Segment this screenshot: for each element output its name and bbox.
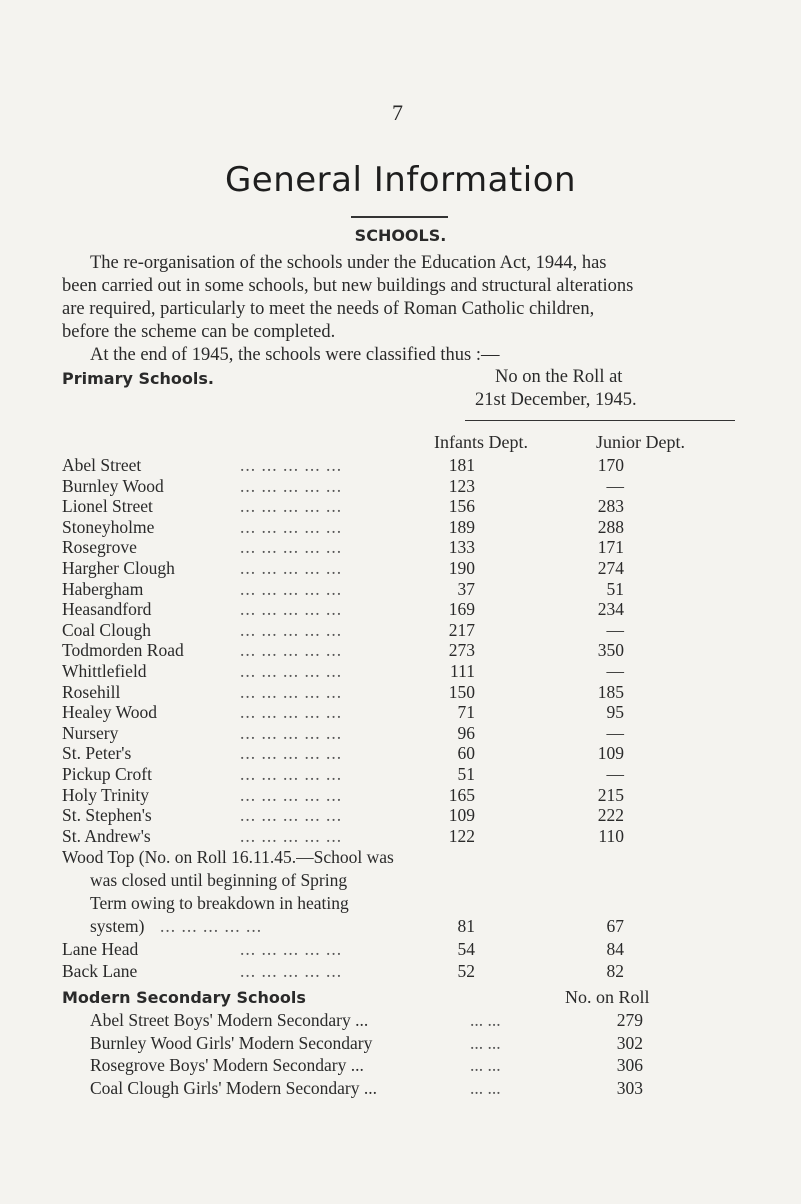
junior-count: —: [606, 619, 624, 640]
infants-count: 133: [448, 537, 475, 558]
leader-dots: ... ... ... ... ...: [240, 496, 343, 517]
leader-dots: ... ... ... ... ...: [160, 916, 263, 936]
infants-count: 122: [448, 825, 475, 846]
school-name: Coal Clough Girls' Modern Secondary ...: [90, 1077, 378, 1098]
leader-dots: ... ...: [470, 1010, 501, 1030]
table-row: [0, 702, 801, 724]
infants-count: 273: [448, 640, 475, 661]
leader-dots: ... ... ... ... ...: [240, 599, 343, 620]
junior-count: 171: [597, 537, 624, 558]
leader-dots: ... ... ... ... ...: [240, 516, 343, 537]
page-number: 7: [392, 100, 403, 125]
school-name: Pickup Croft: [62, 764, 152, 784]
table-row: [0, 743, 801, 765]
junior-count: —: [606, 764, 624, 784]
junior-count: 170: [597, 455, 624, 475]
table-row: [0, 805, 801, 827]
leader-dots: ... ... ... ... ...: [240, 960, 343, 981]
infants-count: 190: [448, 558, 475, 578]
school-name: Rosegrove: [62, 537, 137, 558]
school-name: Healey Wood: [62, 702, 157, 723]
leader-dots: ... ... ... ... ...: [240, 681, 343, 702]
school-name: Hargher Clough: [62, 558, 175, 578]
school-name: St. Peter's: [62, 743, 132, 764]
junior-count: 95: [606, 702, 624, 723]
leader-dots: ... ... ... ... ...: [240, 455, 343, 475]
junior-count: 109: [597, 743, 624, 764]
table-row: [0, 826, 801, 848]
col-infants: Infants Dept.: [434, 432, 528, 452]
table-row: [0, 537, 801, 559]
table-row: [0, 620, 801, 642]
infants-count: 37: [457, 578, 475, 599]
table-row: [0, 476, 801, 498]
table-row: [0, 764, 801, 786]
table-row: [0, 682, 801, 704]
wood-top-line-2: was closed until beginning of Spring: [90, 870, 348, 890]
leader-dots: ... ... ... ... ...: [240, 939, 343, 959]
junior-count: 84: [606, 939, 624, 959]
leader-dots: ... ...: [470, 1077, 501, 1098]
junior-count: 185: [597, 681, 624, 702]
title-underline: [351, 216, 448, 218]
table-row: [0, 785, 801, 807]
wood-top-line-1: Wood Top (No. on Roll 16.11.45.—School was: [62, 847, 394, 867]
roll-count: 302: [616, 1032, 643, 1053]
table-row: [0, 558, 801, 580]
leader-dots: ... ... ... ... ...: [240, 764, 343, 784]
infants-count: 52: [457, 960, 475, 981]
leader-dots: ... ...: [470, 1055, 501, 1075]
table-row: [0, 961, 801, 983]
leader-dots: ... ... ... ... ...: [240, 537, 343, 558]
infants-count: 54: [457, 939, 475, 959]
table-row: [0, 661, 801, 683]
table-row: [0, 599, 801, 621]
infants-count: 150: [448, 681, 475, 702]
col-no-on-roll: No. on Roll: [565, 987, 650, 1007]
infants-count: 51: [457, 764, 475, 784]
school-name: Rosehill: [62, 681, 121, 702]
junior-count: 82: [606, 960, 624, 981]
table-row: [0, 916, 801, 938]
leader-dots: ... ... ... ... ...: [240, 784, 343, 805]
leader-dots: ... ... ... ... ...: [240, 805, 343, 826]
roll-count: 279: [616, 1010, 643, 1030]
school-name: Back Lane: [62, 960, 138, 981]
infants-count: 217: [448, 619, 475, 640]
roll-count: 303: [616, 1077, 643, 1098]
roll-heading-2: 21st December, 1945.: [475, 390, 637, 410]
junior-count: —: [606, 722, 624, 743]
school-name: Abel Street Boys' Modern Secondary ...: [90, 1010, 369, 1030]
section-heading: SCHOOLS.: [354, 226, 447, 245]
leader-dots: ... ... ... ... ...: [240, 722, 343, 743]
junior-count: 215: [597, 784, 624, 805]
leader-dots: ... ... ... ... ...: [240, 702, 343, 723]
table-row: [0, 939, 801, 961]
table-row: [0, 517, 801, 539]
leader-dots: ... ... ... ... ...: [240, 558, 343, 578]
infants-count: 60: [457, 743, 475, 764]
junior-count: —: [606, 475, 624, 496]
junior-count: —: [606, 661, 624, 681]
leader-dots: ... ... ... ... ...: [240, 743, 343, 764]
junior-count: 274: [597, 558, 624, 578]
table-row: [0, 723, 801, 745]
school-name: Lionel Street: [62, 496, 153, 517]
junior-count: 51: [606, 578, 624, 599]
table-row: [0, 455, 801, 477]
infants-count: 156: [448, 496, 475, 517]
school-name: Stoneyholme: [62, 516, 155, 537]
page-title: General Information: [224, 160, 577, 200]
infants-count: 111: [450, 661, 475, 681]
table-row: [0, 1033, 801, 1055]
infants-count: 181: [448, 455, 475, 475]
leader-dots: ... ... ... ... ...: [240, 661, 343, 681]
infants-count: 109: [448, 805, 475, 826]
school-name: Nursery: [62, 722, 119, 743]
junior-count: 350: [597, 640, 624, 661]
school-name: Holy Trinity: [62, 784, 150, 805]
school-name: Burnley Wood: [62, 475, 164, 496]
infants-count: 189: [448, 516, 475, 537]
classified-line: At the end of 1945, the schools were classified thus :—: [90, 345, 500, 365]
junior-count: 110: [598, 825, 624, 846]
leader-dots: ... ... ... ... ...: [240, 640, 343, 661]
junior-count: 234: [597, 599, 624, 620]
table-row: [0, 579, 801, 601]
school-name: system): [90, 916, 145, 936]
junior-count: 222: [597, 805, 624, 826]
roll-count: 306: [616, 1055, 643, 1075]
school-name: Todmorden Road: [62, 640, 184, 661]
table-row: [0, 1078, 801, 1100]
intro-line-3: are required, particularly to meet the needs of Roman Catholic children,: [62, 299, 595, 319]
infants-count: 123: [448, 475, 475, 496]
modern-heading: Modern Secondary Schools: [62, 988, 306, 1007]
junior-count: 67: [606, 916, 624, 936]
infants-count: 81: [457, 916, 475, 936]
infants-count: 71: [457, 702, 475, 723]
leader-dots: ... ... ... ... ...: [240, 825, 343, 846]
intro-line-2: been carried out in some schools, but new buildings and structural alterations: [62, 276, 634, 296]
school-name: Burnley Wood Girls' Modern Secondary: [90, 1032, 373, 1053]
wood-top-line-3: Term owing to breakdown in heating: [90, 893, 349, 913]
table-row: [0, 496, 801, 518]
junior-count: 283: [597, 496, 624, 517]
school-name: Habergham: [62, 578, 144, 599]
roll-heading-underline: [465, 420, 735, 421]
roll-heading-1: No on the Roll at: [495, 367, 623, 387]
infants-count: 96: [457, 722, 475, 743]
school-name: Lane Head: [62, 939, 139, 959]
school-name: Rosegrove Boys' Modern Secondary ...: [90, 1055, 364, 1075]
intro-line-4: before the scheme can be completed.: [62, 322, 336, 342]
leader-dots: ... ...: [470, 1032, 501, 1053]
table-row: [0, 1010, 801, 1032]
school-name: Coal Clough: [62, 619, 151, 640]
table-row: [0, 1055, 801, 1077]
leader-dots: ... ... ... ... ...: [240, 475, 343, 496]
col-junior: Junior Dept.: [596, 432, 685, 452]
school-name: Whittlefield: [62, 661, 147, 681]
junior-count: 288: [597, 516, 624, 537]
leader-dots: ... ... ... ... ...: [240, 619, 343, 640]
school-name: Abel Street: [62, 455, 142, 475]
primary-heading: Primary Schools.: [62, 369, 214, 388]
table-row: [0, 640, 801, 662]
school-name: Heasandford: [62, 599, 152, 620]
intro-line-1: The re-organisation of the schools under the Education Act, 1944, has: [90, 253, 607, 273]
leader-dots: ... ... ... ... ...: [240, 578, 343, 599]
school-name: St. Stephen's: [62, 805, 152, 826]
infants-count: 169: [448, 599, 475, 620]
infants-count: 165: [448, 784, 475, 805]
school-name: St. Andrew's: [62, 825, 151, 846]
